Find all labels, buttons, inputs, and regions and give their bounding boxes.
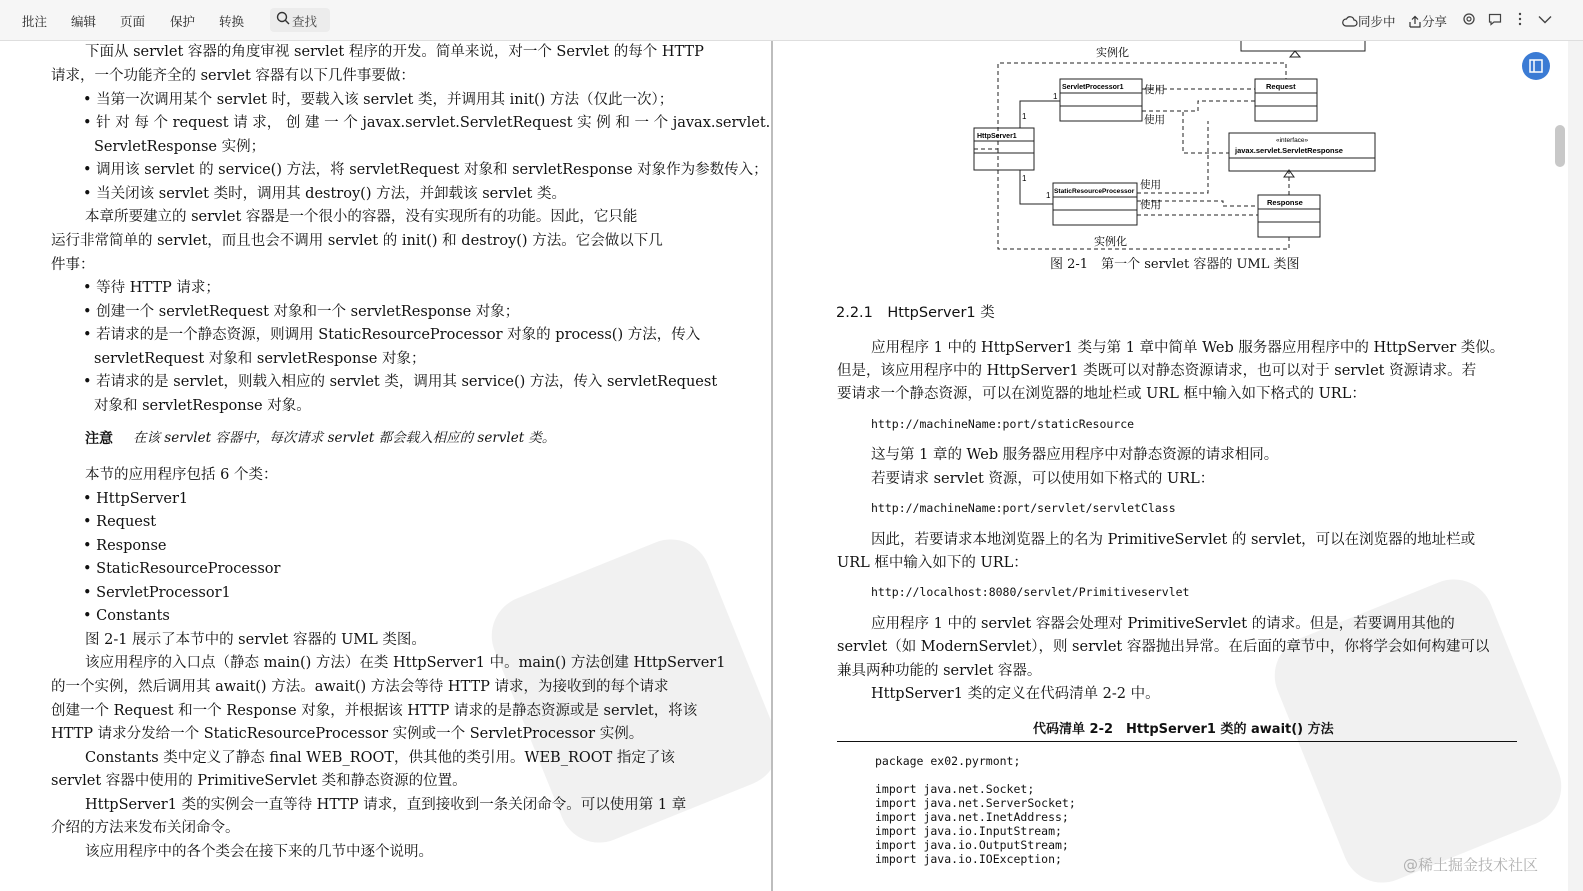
sync-status[interactable] (1342, 12, 1396, 30)
side-panel-button[interactable] (1522, 52, 1550, 80)
class-list-item: • StaticResourceProcessor (83, 561, 281, 577)
paragraph-line: HttpServer1 类的定义在代码清单 2-2 中。 (871, 686, 1160, 702)
uml-interface-stereotype: «interface» (1276, 137, 1309, 144)
paragraph-line: 兼具两种功能的 servlet 容器。 (837, 663, 1042, 679)
menu-edit[interactable]: 编辑 (71, 14, 97, 29)
list-item: 对象和 servletResponse 对象。 (94, 398, 311, 414)
code-line: import java.net.Socket; (875, 782, 1035, 796)
uml-class-request: Request (1266, 82, 1296, 91)
menu-annotate[interactable]: 批注 (22, 14, 48, 29)
paragraph-line: URL 框中输入如下的 URL： (837, 555, 1028, 571)
sync-label: 同步中 (1358, 14, 1396, 29)
paragraph-line: Constants 类中定义了静态 final WEB_ROOT，供其他的类引用。WEB_ROOT 指定了该 (85, 750, 675, 766)
uml-multiplicity: 1 (1022, 174, 1027, 183)
paragraph-line: 应用程序 1 中的 servlet 容器会处理对 PrimitiveServlet 的请求。但是，若要调用其他的 (871, 616, 1455, 632)
code-line: import java.io.InputStream; (875, 824, 1062, 838)
list-item: ServletResponse 实例； (94, 139, 266, 155)
uml-class-httpserver1: HttpServer1 (977, 133, 1017, 140)
paragraph-line: 要请求一个静态资源，可以在浏览器的地址栏或 URL 框中输入如下格式的 URL： (837, 386, 1366, 402)
paragraph-line: 图 2-1 展示了本节中的 servlet 容器的 UML 类图。 (85, 632, 426, 648)
toolbar (0, 0, 1583, 41)
uml-use-label: 使用 (1144, 114, 1165, 126)
class-list-item: • Response (83, 538, 167, 554)
uml-multiplicity: 1 (1022, 112, 1027, 121)
chevron-down-icon[interactable] (1538, 15, 1552, 24)
uml-interface-name: javax.servlet.ServletResponse (1235, 146, 1343, 155)
panel-icon (1522, 52, 1550, 80)
menu-protect[interactable]: 保护 (170, 14, 196, 29)
paragraph-line: HttpServer1 类的实例会一直等待 HTTP 请求，直到接收到一条关闭命令。可以使用第 1 章 (85, 797, 687, 813)
document-page-right (773, 41, 1583, 891)
note-text: 在该 servlet 容器中，每次请求 servlet 都会载入相应的 servlet 类。 (133, 430, 556, 446)
list-item: • 调用该 servlet 的 service() 方法，将 servletRequest 对象和 servletResponse 对象作为参数传入； (83, 162, 768, 178)
scrollbar-thumb[interactable] (1555, 125, 1565, 167)
paragraph-line: 本节的应用程序包括 6 个类： (85, 467, 278, 483)
paragraph-line: 件事： (51, 257, 95, 273)
more-icon[interactable] (1517, 12, 1523, 26)
code-listing-title: 代码清单 2-2 HttpServer1 类的 await() 方法 (1033, 722, 1334, 737)
list-item: • 当关闭该 servlet 类时，调用其 destroy() 方法，并卸载该 servlet 类。 (83, 186, 566, 202)
list-item: • 若请求的是一个静态资源，则调用 StaticResourceProcessor 对象的 process() 方法，传入 (83, 327, 701, 343)
settings-icon[interactable] (1462, 12, 1476, 26)
paragraph-line: 该应用程序中的各个类会在接下来的几节中逐个说明。 (85, 844, 433, 860)
paragraph-line: 若要请求 servlet 资源，可以使用如下格式的 URL： (871, 471, 1215, 487)
share-icon (1408, 15, 1422, 28)
menu-page[interactable]: 页面 (120, 14, 146, 29)
class-list-item: • HttpServer1 (83, 491, 189, 507)
code-line: import java.net.ServerSocket; (875, 796, 1076, 810)
paragraph-line: 应用程序 1 中的 HttpServer1 类与第 1 章中简单 Web 服务器应用程序中的 HttpServer 类似。 (871, 340, 1505, 356)
uml-class-servletprocessor1: ServletProcessor1 (1062, 84, 1124, 91)
figure-caption: 图 2-1 第一个 servlet 容器的 UML 类图 (1050, 257, 1300, 272)
share-button[interactable] (1408, 12, 1447, 30)
menu-convert[interactable]: 转换 (219, 14, 245, 29)
scrollbar-track[interactable] (1568, 41, 1583, 891)
url-example: http://machineName:port/staticResource (871, 417, 1135, 431)
uml-class-staticresourceprocessor: StaticResourceProcessor (1054, 188, 1135, 195)
paragraph-line: servlet（如 ModernServlet），则 servlet 容器抛出异常。在后面的章节中，你将学会如何构建可以 (837, 639, 1490, 655)
list-item: • 针 对 每 个 request 请 求， 创 建 一 个 javax.servlet.ServletRequest 实 例 和 一 个 javax.servlet. (83, 115, 771, 131)
paragraph-line: 创建一个 Request 和一个 Response 对象，并根据该 HTTP 请求的是静态资源或是 servlet，将该 (51, 703, 698, 719)
class-list-item: • Request (83, 514, 157, 530)
search-label: 查找 (292, 14, 318, 29)
uml-class-diagram (968, 41, 1388, 276)
paragraph-line: 但是，该应用程序中的 HttpServer1 类既可以对静态资源请求，也可以对于 servlet 资源请求。若 (837, 363, 1477, 379)
uml-multiplicity: 1 (1053, 92, 1058, 101)
uml-use-label: 使用 (1140, 179, 1161, 191)
site-watermark: @稀土掘金技术社区 (1403, 856, 1539, 874)
list-item: • 等待 HTTP 请求； (83, 280, 220, 296)
share-label: 分享 (1422, 14, 1448, 29)
cloud-sync-icon (1342, 15, 1358, 28)
paragraph-line: 运行非常简单的 servlet，而且也会不调用 servlet 的 init() 和 destroy() 方法。它会做以下几 (51, 233, 663, 249)
uml-instantiate-label: 实例化 (1096, 47, 1129, 59)
list-item: • 创建一个 servletRequest 对象和一个 servletResponse 对象； (83, 304, 520, 320)
list-item: • 若请求的是 servlet，则载入相应的 servlet 类，调用其 service() 方法，传入 servletRequest (83, 374, 718, 390)
paragraph-line: 这与第 1 章的 Web 服务器应用程序中对静态资源的请求相同。 (871, 447, 1279, 463)
paragraph-line: servlet 容器中使用的 PrimitiveServlet 类和静态资源的位置。 (51, 773, 467, 789)
url-example: http://localhost:8080/servlet/Primitiveservlet (871, 585, 1190, 599)
list-item: servletRequest 对象和 servletResponse 对象； (94, 351, 426, 367)
comment-icon[interactable] (1488, 13, 1502, 26)
note-label: 注意 (85, 431, 113, 447)
uml-use-label: 使用 (1144, 84, 1165, 96)
code-line: package ex02.pyrmont; (875, 754, 1021, 768)
uml-class-response: Response (1267, 198, 1303, 207)
paragraph-line: HTTP 请求分发给一个 StaticResourceProcessor 实例或一个 ServletProcessor 实例。 (51, 726, 644, 742)
document-page-left (0, 41, 771, 891)
paragraph-line: 下面从 servlet 容器的角度审视 servlet 程序的开发。简单来说，对一个 Servlet 的每个 HTTP (85, 44, 704, 60)
uml-multiplicity: 1 (1046, 191, 1051, 200)
class-list-item: • Constants (83, 608, 170, 624)
code-line: import java.net.InetAddress; (875, 810, 1069, 824)
search-button[interactable] (270, 8, 330, 32)
code-listing-rule (837, 741, 1517, 742)
search-icon (276, 11, 290, 25)
uml-use-label: 使用 (1140, 199, 1161, 211)
class-list-item: • ServletProcessor1 (83, 585, 231, 601)
paragraph-line: 该应用程序的入口点（静态 main() 方法）在类 HttpServer1 中。main() 方法创建 HttpServer1 (85, 655, 726, 671)
list-item: • 当第一次调用某个 servlet 时，要载入该 servlet 类，并调用其 init() 方法（仅此一次）； (83, 92, 674, 108)
section-heading: 2.2.1 HttpServer1 类 (836, 305, 995, 321)
url-example: http://machineName:port/servlet/servletClass (871, 501, 1176, 515)
paragraph-line: 请求，一个功能齐全的 servlet 容器有以下几件事要做： (51, 68, 415, 84)
paragraph-line: 因此，若要请求本地浏览器上的名为 PrimitiveServlet 的 servlet，可以在浏览器的地址栏或 (871, 532, 1476, 548)
paragraph-line: 介绍的方法来发布关闭命令。 (51, 820, 240, 836)
uml-instantiate-label: 实例化 (1094, 236, 1127, 248)
code-line: import java.io.OutputStream; (875, 838, 1069, 852)
code-line: import java.io.IOException; (875, 852, 1062, 866)
paragraph-line: 的一个实例，然后调用其 await() 方法。await() 方法会等待 HTTP 请求，为接收到的每个请求 (51, 679, 669, 695)
paragraph-line: 本章所要建立的 servlet 容器是一个很小的容器，没有实现所有的功能。因此，它只能 (85, 209, 638, 225)
